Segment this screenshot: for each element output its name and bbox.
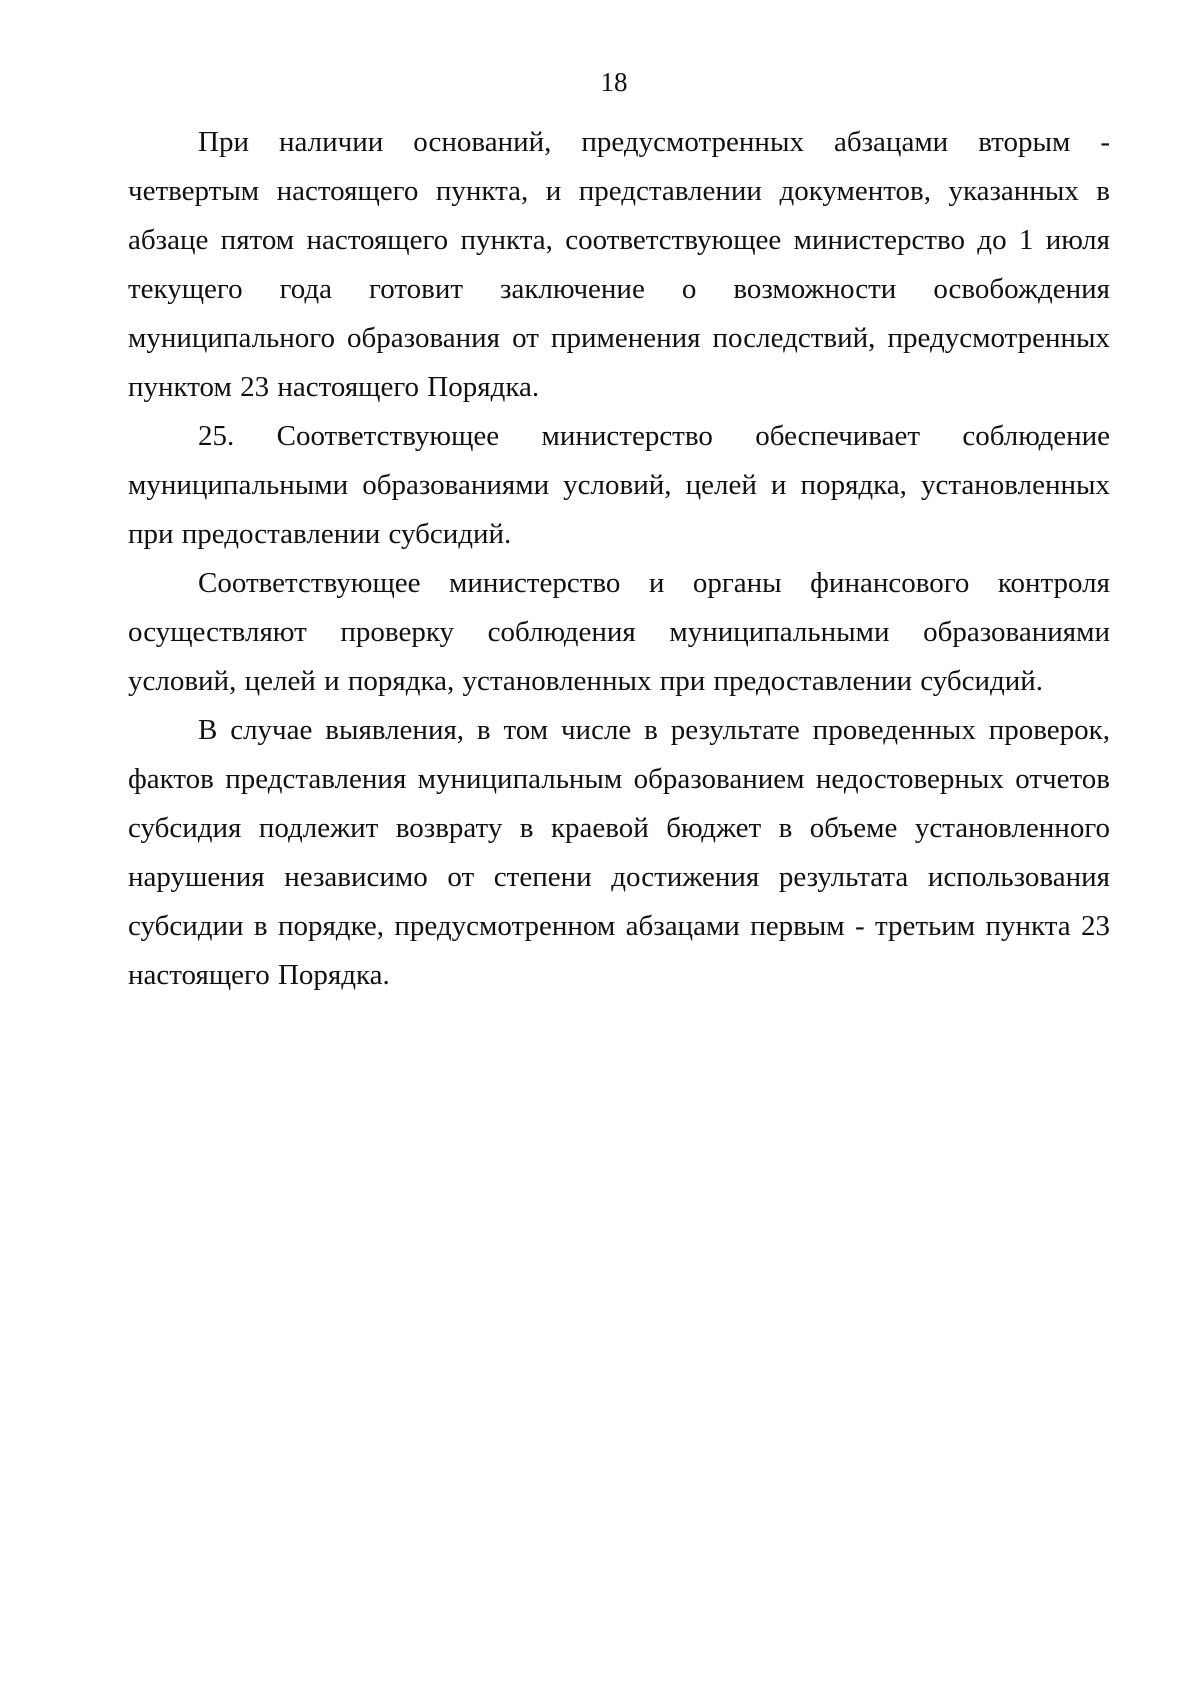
paragraph-subsidy-return: В случае выявления, в том числе в результате проведенных проверок, фактов представления муниципальным образованием недостоверных отчетов субсидия подлежит возврату в краевой бюджет в объеме установленного нарушения независимо от степени достижения результата использования субсидии в порядке, предусмотренном абзацами первым - третьим пункта 23 настоящего Порядка. <box>128 714 1110 991</box>
page-number: 18 <box>600 67 628 97</box>
paragraph-financial-control: Соответствующее министерство и органы финансового контроля осуществляют проверку соблюдения муниципальными образованиями условий, целей и порядка, установленных при предоставлении субсидий. <box>128 567 1110 697</box>
document-body <box>128 118 1110 1000</box>
paragraph-item-25: 25. Соответствующее министерство обеспечивает соблюдение муниципальными образованиями условий, целей и порядка, установленных при предоставлении субсидий. <box>128 420 1110 550</box>
paragraph-exemption-conclusion: При наличии оснований, предусмотренных абзацами вторым - четвертым настоящего пункта, и представлении документов, указанных в абзаце пятом настоящего пункта, соответствующее министерство до 1 июля текущего года готовит заключение о возможности освобождения муниципального образования от применения последствий, предусмотренных пунктом 23 настоящего Порядка. <box>128 126 1110 403</box>
